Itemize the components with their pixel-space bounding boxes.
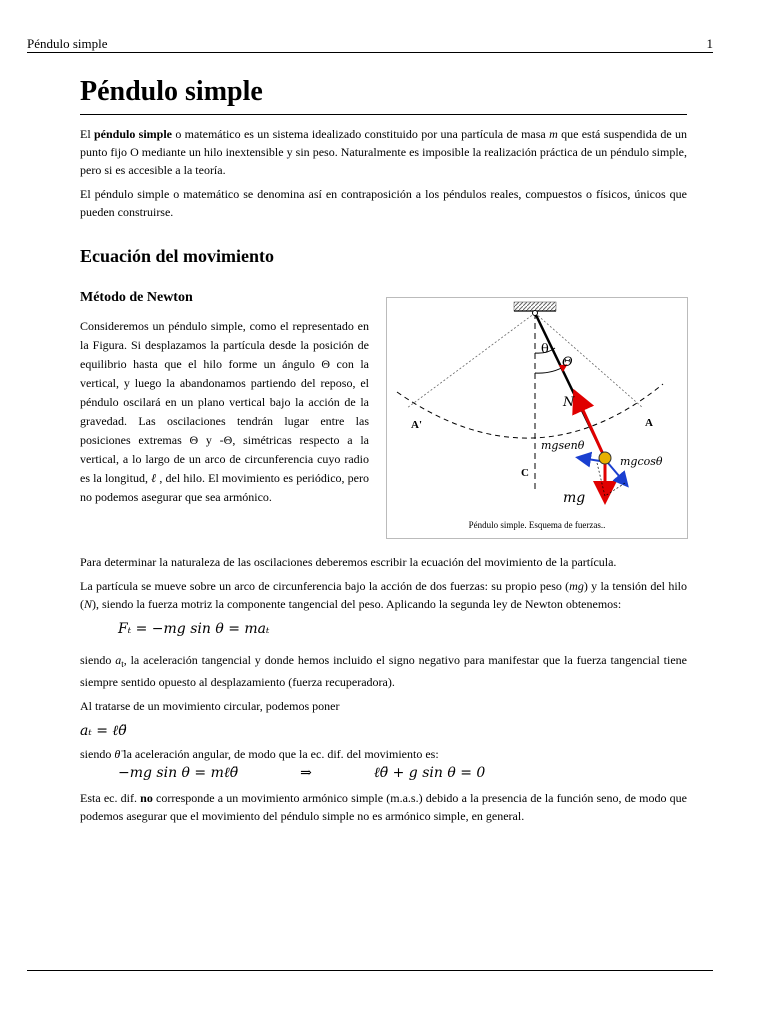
guide-line	[605, 483, 625, 496]
mass-symbol: m	[549, 127, 558, 141]
tangential-component-arrow	[581, 458, 600, 461]
pendulum-bob	[599, 452, 611, 464]
text-run: siendo	[80, 653, 116, 667]
arc-path	[397, 384, 663, 438]
left-extreme-thread	[407, 313, 535, 408]
ceiling-support	[514, 302, 556, 311]
forces-paragraph	[80, 577, 687, 613]
text-run: ), siendo la fuerza motriz la componente tangencial del peso. Aplicando la segunda ley de Newton obtenemos:	[92, 597, 622, 611]
pendulum-diagram	[387, 298, 687, 538]
conclusion-paragraph	[80, 789, 687, 825]
angular-accel-symbol: θ̈	[114, 747, 121, 761]
label-theta-big: Θ	[562, 355, 573, 370]
tension-symbol: N	[84, 597, 93, 611]
label-A-prime: A'	[411, 419, 422, 431]
implies-arrow: ⇒	[300, 765, 312, 781]
article-body	[80, 70, 687, 825]
text-run: que está suspendida de un punto fijo O mediante un hilo inextensible y sin peso. Naturalmente es imposible la realización práctica de un péndulo simple, pero si es accesible a la teoría.	[80, 127, 687, 177]
accel-symbol: a	[115, 653, 122, 667]
text-run: , del hilo. El movimiento es periódico, pero no podemos asegurar que sea armónico.	[80, 471, 369, 504]
newton-paragraph-1	[80, 317, 369, 507]
section-heading: Ecuación del movimiento	[80, 246, 274, 266]
equation-right: ℓθ̈ + g sin θ = 0	[373, 765, 486, 781]
accel-subscript: t	[121, 659, 124, 669]
equation-differential	[118, 765, 687, 787]
figure-caption: Péndulo simple. Esquema de fuerzas..	[468, 520, 606, 530]
newton-paragraph-2: Para determinar la naturaleza de las oscilaciones deberemos escribir la ecuación del movimiento de la partícula.	[80, 555, 617, 569]
right-extreme-thread	[535, 313, 643, 408]
footer-rule	[27, 970, 713, 971]
label-mg-sin: mgsenθ	[541, 439, 585, 452]
header-title: Péndulo simple	[27, 36, 108, 51]
text-run: ) y la tensión del hilo (	[80, 579, 687, 611]
circular-paragraph: Al tratarse de un movimiento circular, podemos poner	[80, 699, 340, 713]
intro-paragraph-1	[80, 125, 687, 179]
text-run: El	[80, 127, 94, 141]
text-run: , la aceleración tangencial y donde hemos incluido el signo negativo para manifestar que la fuerza tangencial tiene siempre sentido opuesto al desplazamiento (fuerza recuperadora).	[80, 653, 687, 689]
pivot-point	[533, 311, 538, 316]
text-run: o matemático es un sistema idealizado constituido por una partícula de masa	[172, 127, 550, 141]
text-run: siendo	[80, 747, 115, 761]
length-symbol: ℓ	[151, 471, 157, 485]
equation-newton: Fₜ = −mg sin θ = maₜ	[118, 621, 270, 637]
label-mg: mg	[563, 490, 586, 506]
pendulum-figure	[386, 297, 688, 539]
label-theta-small: θ	[541, 342, 549, 357]
subsection-heading: Método de Newton	[80, 290, 193, 305]
page-number: 1	[706, 36, 713, 51]
newton-block	[80, 317, 687, 549]
label-C: C	[521, 467, 529, 479]
label-A: A	[645, 417, 653, 429]
text-run: La partícula se mueve sobre un arco de circunferencia bajo la acción de dos fuerzas: su propio peso (	[80, 579, 570, 593]
text-run: Esta ec. dif.	[80, 791, 141, 805]
page-title: Péndulo simple	[80, 70, 687, 115]
weight-symbol: mg	[569, 579, 584, 593]
equation-left: −mg sin θ = mℓθ̈	[118, 765, 239, 781]
bold-no: no	[140, 791, 153, 805]
label-N: N	[563, 395, 575, 410]
text-run: corresponde a un movimiento armónico simple (m.a.s.) debido a la presencia de la función seno, de modo que podemos asegurar que el movimiento del péndulo simple no es armónico simple, en general.	[80, 791, 687, 823]
page-header	[27, 34, 713, 53]
text-run: la aceleración angular, de modo que la ec. dif. del movimiento es:	[120, 747, 439, 761]
intro-paragraph-2: El péndulo simple o matemático se denomina así en contraposición a los péndulos reales, compuestos o físicos, únicos que pueden construirse.	[80, 187, 687, 219]
equation-acceleration: aₜ = ℓθ̈	[80, 723, 127, 739]
label-mg-cos: mgcosθ	[620, 455, 663, 468]
bold-term: péndulo simple	[94, 127, 173, 141]
text-run: Consideremos un péndulo simple, como el representado en la Figura. Si desplazamos la partícula desde la posición de equilibrio hasta que el hilo forme un ángulo Θ con la vertical, y luego la abandonamos partiendo del reposo, el péndulo oscilará en un plano vertical bajo la acción de la gravedad. Las oscilaciones tendrán lugar entre las posiciones extremas Θ y -Θ, simétricas respecto a la vertical, a lo largo de un arco de circunferencia cuyo radio es la longitud,	[80, 319, 369, 485]
angular-paragraph	[80, 745, 687, 763]
tangential-paragraph	[80, 651, 687, 691]
newton-text	[80, 317, 369, 507]
